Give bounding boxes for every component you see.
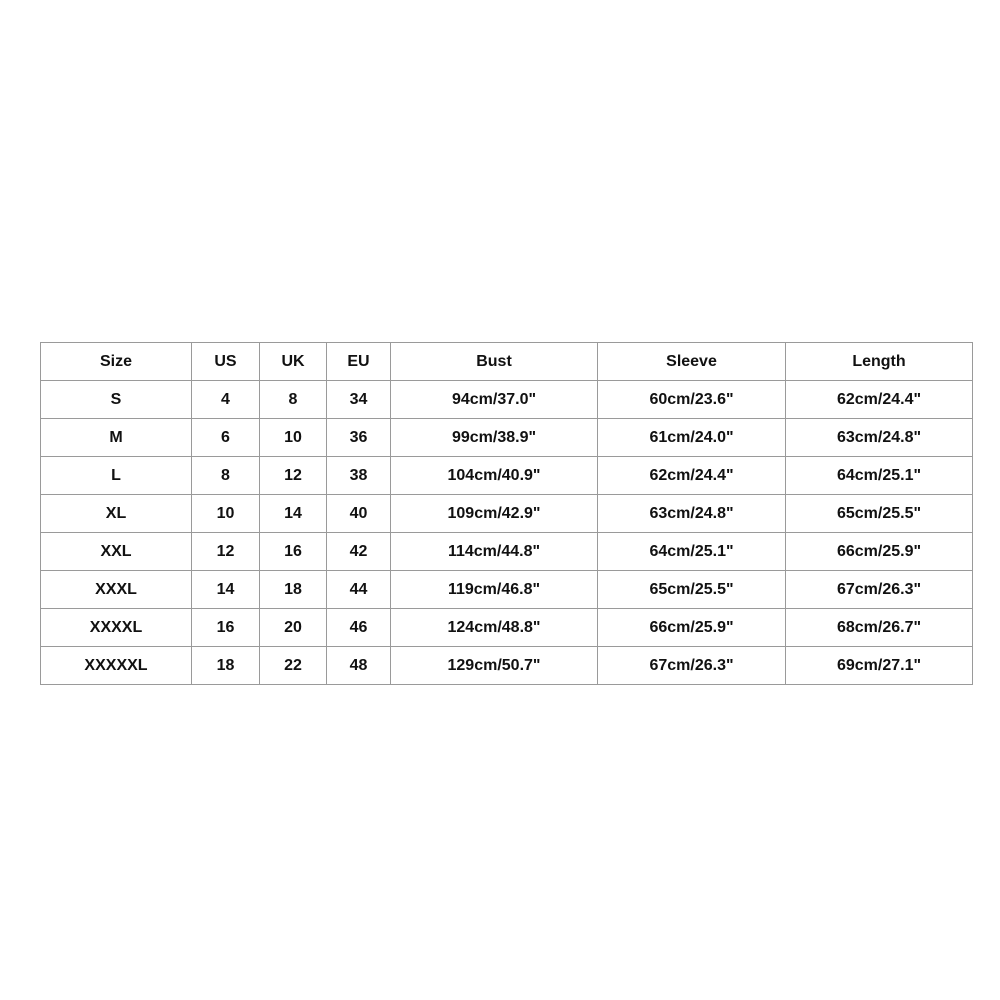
table-row: [41, 571, 973, 609]
cell-eu: 42: [327, 533, 391, 571]
cell-eu: 34: [327, 381, 391, 419]
cell-bust: 94cm/37.0": [391, 381, 598, 419]
cell-size: M: [41, 419, 192, 457]
table-row: [41, 419, 973, 457]
cell-size: XL: [41, 495, 192, 533]
cell-eu: 46: [327, 609, 391, 647]
cell-length: 62cm/24.4": [786, 381, 973, 419]
cell-sleeve: 67cm/26.3": [598, 647, 786, 685]
cell-sleeve: 62cm/24.4": [598, 457, 786, 495]
cell-uk: 22: [260, 647, 327, 685]
header-length: Length: [786, 343, 973, 381]
cell-length: 64cm/25.1": [786, 457, 973, 495]
cell-length: 65cm/25.5": [786, 495, 973, 533]
cell-length: 68cm/26.7": [786, 609, 973, 647]
cell-length: 69cm/27.1": [786, 647, 973, 685]
cell-us: 6: [192, 419, 260, 457]
cell-sleeve: 63cm/24.8": [598, 495, 786, 533]
header-us: US: [192, 343, 260, 381]
cell-uk: 16: [260, 533, 327, 571]
cell-bust: 114cm/44.8": [391, 533, 598, 571]
cell-eu: 48: [327, 647, 391, 685]
cell-uk: 14: [260, 495, 327, 533]
cell-uk: 20: [260, 609, 327, 647]
cell-bust: 109cm/42.9": [391, 495, 598, 533]
cell-sleeve: 64cm/25.1": [598, 533, 786, 571]
table-header-row: [41, 343, 973, 381]
table-row: [41, 381, 973, 419]
table-row: [41, 609, 973, 647]
table-row: [41, 495, 973, 533]
cell-size: XXXL: [41, 571, 192, 609]
header-bust: Bust: [391, 343, 598, 381]
table-row: [41, 647, 973, 685]
header-size: Size: [41, 343, 192, 381]
table-row: [41, 457, 973, 495]
cell-size: XXXXXL: [41, 647, 192, 685]
header-sleeve: Sleeve: [598, 343, 786, 381]
header-uk: UK: [260, 343, 327, 381]
cell-bust: 124cm/48.8": [391, 609, 598, 647]
cell-us: 4: [192, 381, 260, 419]
cell-uk: 10: [260, 419, 327, 457]
cell-us: 18: [192, 647, 260, 685]
header-eu: EU: [327, 343, 391, 381]
cell-sleeve: 65cm/25.5": [598, 571, 786, 609]
cell-eu: 44: [327, 571, 391, 609]
cell-size: L: [41, 457, 192, 495]
cell-bust: 119cm/46.8": [391, 571, 598, 609]
cell-us: 14: [192, 571, 260, 609]
cell-eu: 40: [327, 495, 391, 533]
cell-eu: 36: [327, 419, 391, 457]
cell-bust: 104cm/40.9": [391, 457, 598, 495]
cell-us: 10: [192, 495, 260, 533]
cell-length: 66cm/25.9": [786, 533, 973, 571]
size-chart-table: [40, 342, 973, 685]
cell-sleeve: 60cm/23.6": [598, 381, 786, 419]
cell-us: 12: [192, 533, 260, 571]
table-row: [41, 533, 973, 571]
cell-length: 67cm/26.3": [786, 571, 973, 609]
cell-bust: 129cm/50.7": [391, 647, 598, 685]
cell-sleeve: 66cm/25.9": [598, 609, 786, 647]
cell-uk: 8: [260, 381, 327, 419]
cell-us: 8: [192, 457, 260, 495]
cell-size: XXL: [41, 533, 192, 571]
cell-uk: 18: [260, 571, 327, 609]
cell-us: 16: [192, 609, 260, 647]
cell-uk: 12: [260, 457, 327, 495]
cell-sleeve: 61cm/24.0": [598, 419, 786, 457]
cell-bust: 99cm/38.9": [391, 419, 598, 457]
cell-length: 63cm/24.8": [786, 419, 973, 457]
cell-size: S: [41, 381, 192, 419]
cell-size: XXXXL: [41, 609, 192, 647]
cell-eu: 38: [327, 457, 391, 495]
